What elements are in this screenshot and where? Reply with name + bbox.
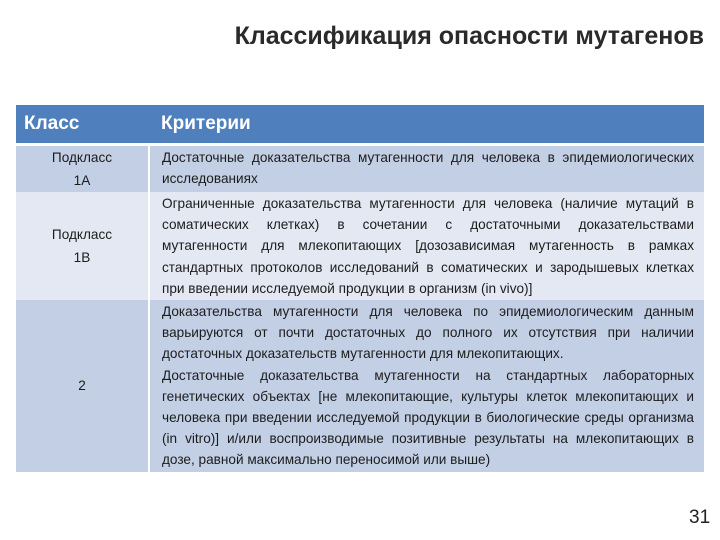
class-code: 2 [78,378,86,394]
table-header-row [16,105,704,145]
table-row [16,192,704,300]
class-code: 1А [73,173,91,188]
table-row [16,145,704,193]
class-code: 1В [73,250,91,265]
class-cell-2 [16,300,149,472]
slide-title: Классификация опасности мутагенов [234,22,704,50]
criteria-cell-1a [149,145,704,193]
class-label: Подкласс [51,150,113,165]
criteria-text: Доказательства мутагенности для человека по эпидемиологическим данным варьируются от почти достаточных до полного их отсутствия при наличии достаточных доказательств мутагенности для млекопитающих. [162,304,694,362]
class-label: Подкласс [51,227,113,242]
class-cell-1a [16,145,149,193]
mutagen-classification-table [16,105,704,472]
class-cell-1b [16,192,149,300]
header-class: Класс [16,105,149,145]
header-criteria: Критерии [149,105,704,145]
criteria-cell-1b [149,192,704,300]
table-row [16,300,704,472]
criteria-cell-2 [149,300,704,472]
criteria-text: Достаточные доказательства мутагенности на стандартных лабораторных генетических объектах [не млекопитающие, культуры клеток млекопитающих и человека при введении исследуемой продукции в биологические среды организма (in vitro)] и/или воспроизводимые позитивные результаты на млекопитающих в дозе, равной максимально переносимой или выше) [162,367,694,468]
criteria-text: Ограниченные доказательства мутагенности для человека (наличие мутаций в соматических клетках) в сочетании с достаточными доказательствами мутагенности для млекопитающих [дозозависимая мутагенность в рамках стандартных протоколов исследований в соматических и зародышевых клетках при введении исследуемой продукции в организм (in vivo)] [162,196,694,296]
page-number: 31 [689,507,711,528]
criteria-text: Достаточные доказательства мутагенности для человека в эпидемиологических исследованиях [162,150,694,187]
